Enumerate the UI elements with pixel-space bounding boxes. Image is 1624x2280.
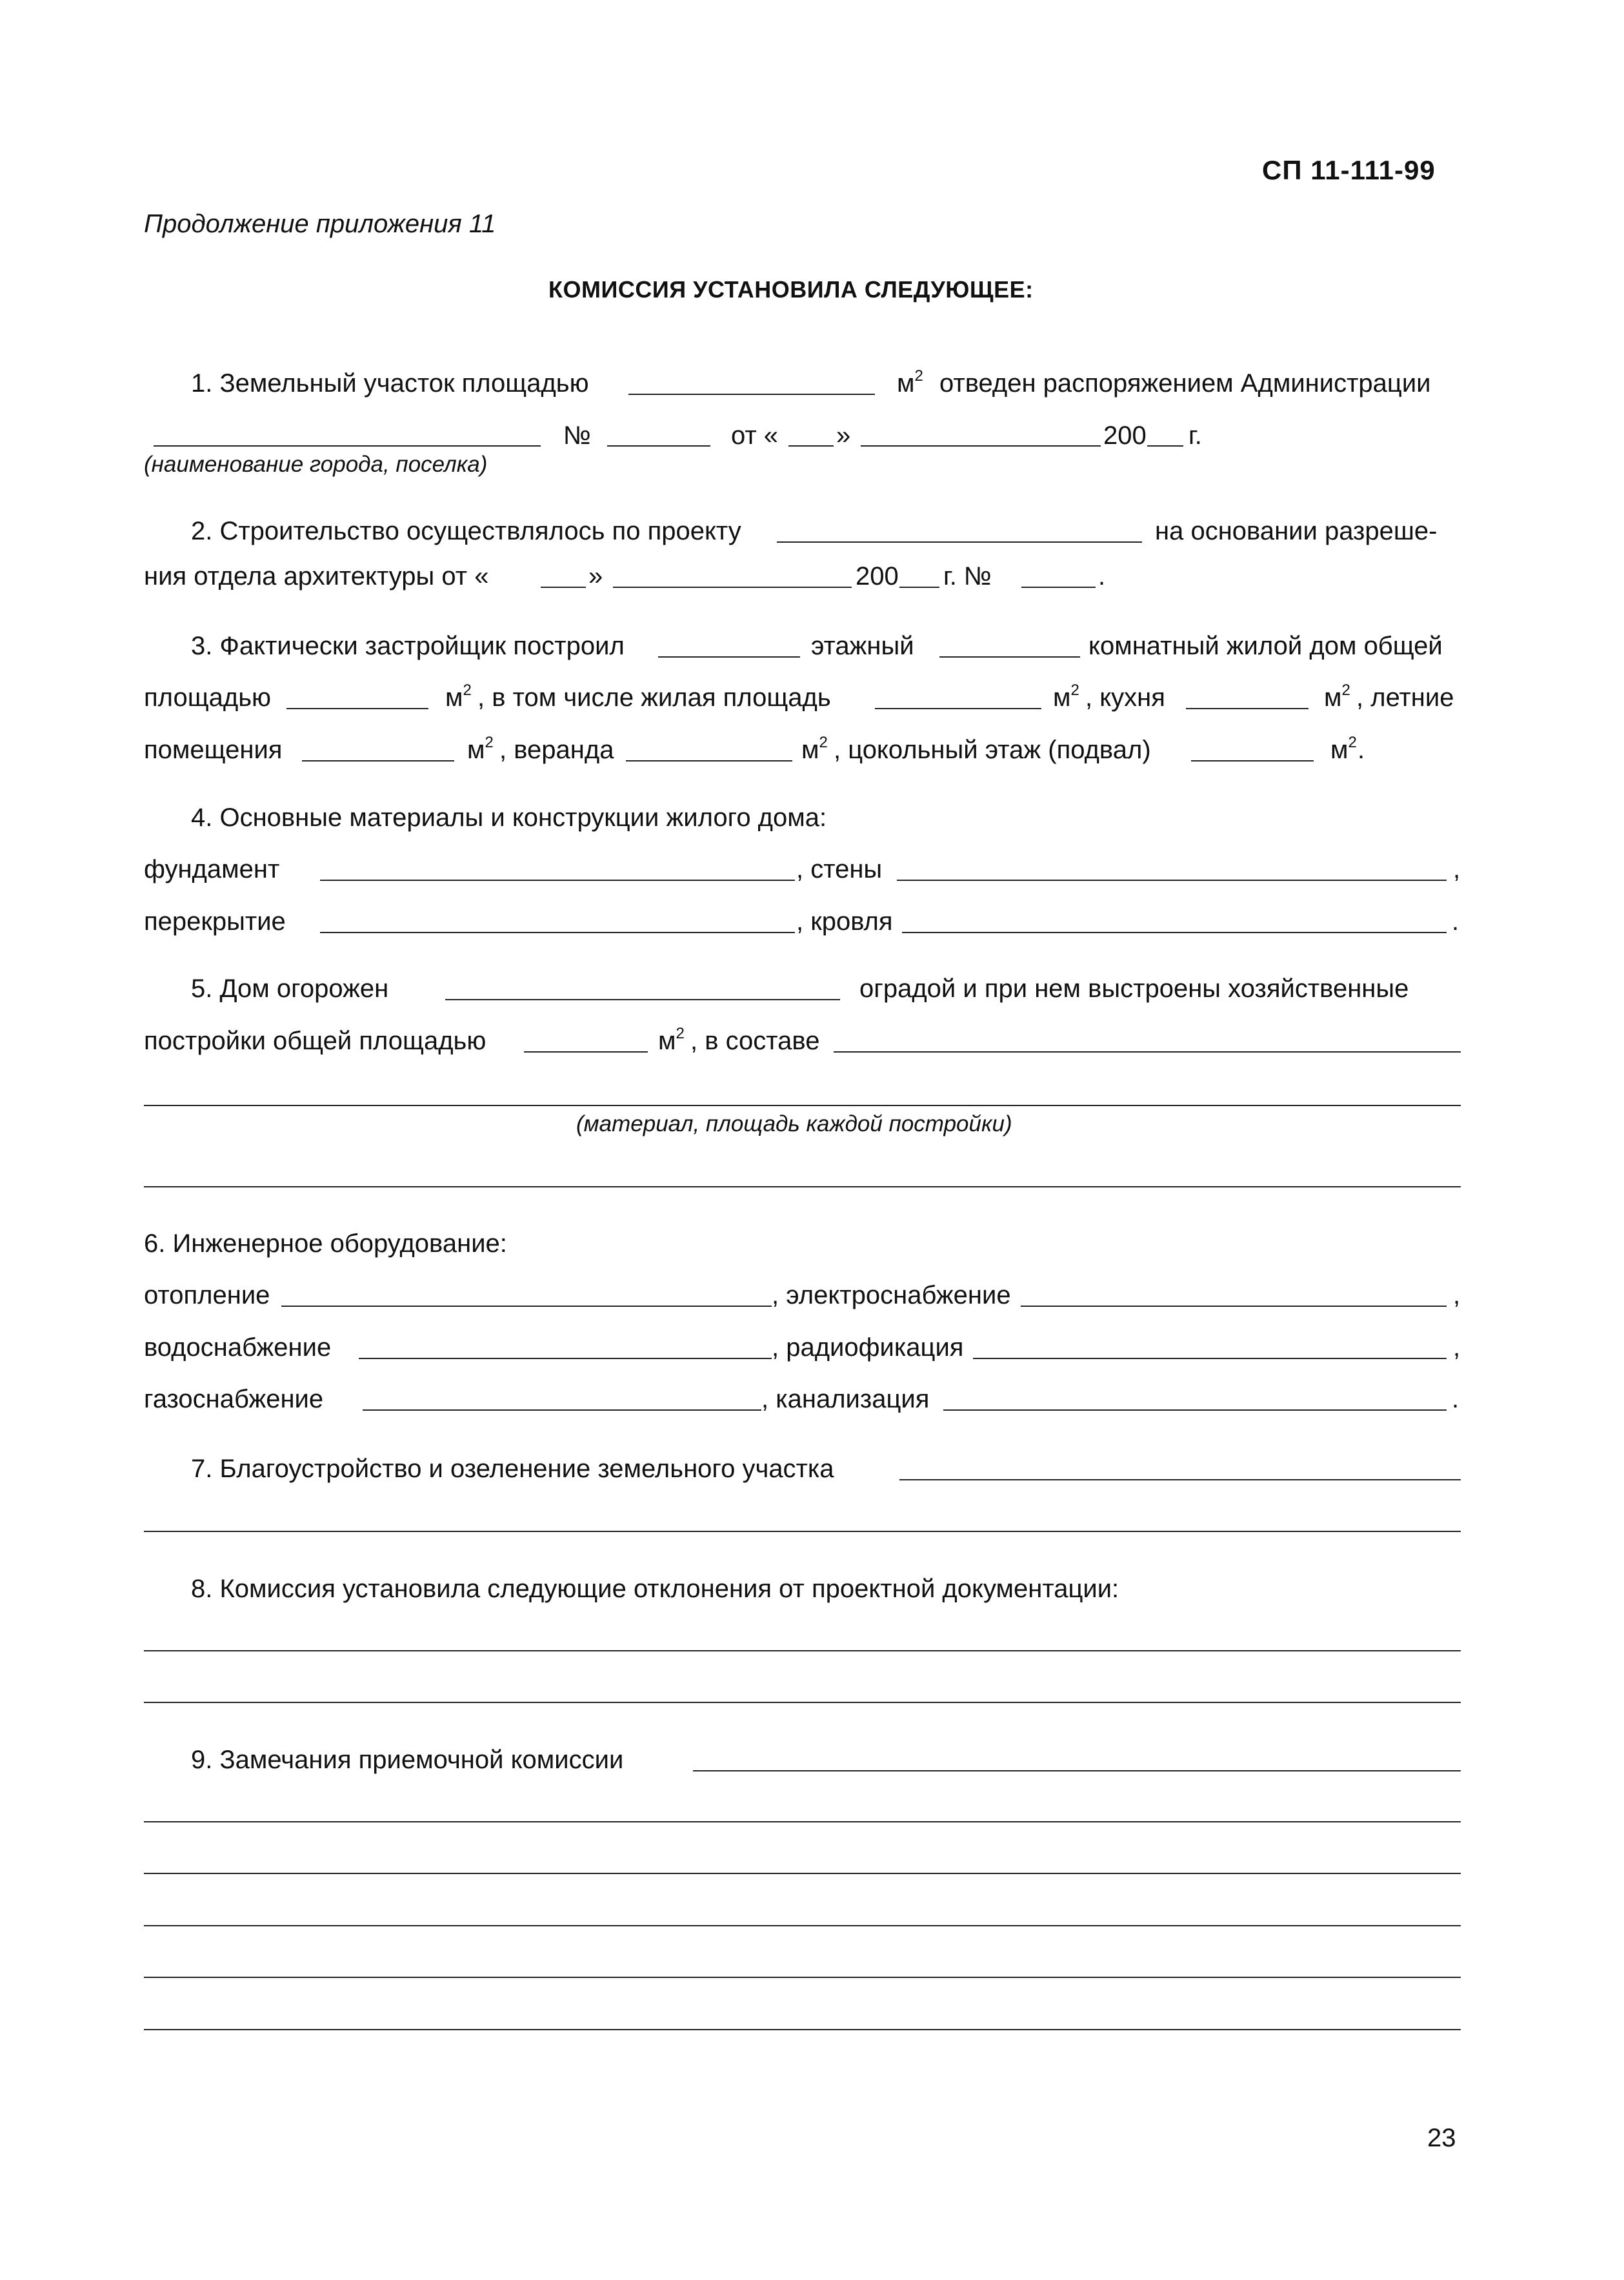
item9-field[interactable] [693,1770,1461,1771]
appendix-continuation: Продолжение приложения 11 [144,210,496,238]
item2-year-field[interactable] [899,587,939,588]
item3-text-b: этажный [811,632,914,660]
item2-text-b: на основании разреше- [1155,517,1438,545]
item6-heating-label: отопление [144,1281,270,1309]
item1-year-field[interactable] [1147,445,1183,447]
item6-dot: . [1452,1385,1459,1413]
item6-sewer-label: , канализация [761,1385,930,1413]
item6-comma-2: , [1453,1333,1461,1362]
item3-text-c: комнатный жилой дом общей [1088,632,1443,660]
item3-unit-1: $м^2$ [445,681,472,712]
item3-veranda-field[interactable] [626,760,792,762]
document-code: СП 11-111-99 [1262,155,1436,185]
item1-from-label: от « [731,421,779,450]
item6-gas-field[interactable] [363,1409,761,1411]
item3-kitchen-label: , кухня [1085,683,1165,712]
item1-text-a: 1. Земельный участок площадью [191,369,589,398]
item6-heating-field[interactable] [281,1306,772,1307]
item3-unit-2: $м^2$ [1053,681,1079,712]
item3-text-a: 3. Фактически застройщик построил [191,632,625,660]
item4-ceiling-label: перекрытие [144,907,286,936]
item6-power-label: , электроснабжение [772,1281,1011,1309]
item3-basement-field[interactable] [1191,760,1314,762]
item7-text: 7. Благоустройство и озеленение земельного участка [191,1455,834,1483]
item2-line2: ния отдела архитектуры от « [144,562,489,590]
item3-total-area-label: площадью [144,683,272,712]
page-number: 23 [1427,2124,1456,2152]
item1-unit: $м^2$ [897,367,923,398]
item6-text: 6. Инженерное оборудование: [144,1229,507,1258]
item1-day-field[interactable] [788,445,834,447]
item6-gas-label: газоснабжение [144,1385,324,1413]
item2-year-prefix: 200 [856,562,899,590]
item5-fence-field[interactable] [445,999,840,1000]
item4-foundation-label: фундамент [144,855,280,883]
item2-quote-close: » [588,562,603,590]
item8-line-1[interactable] [144,1650,1461,1651]
item7-field[interactable] [899,1479,1461,1480]
item6-power-field[interactable] [1021,1306,1447,1307]
item3-basement-label: , цокольный этаж (подвал) [834,736,1151,764]
item3-rooms-label: помещения [144,736,283,764]
item5-unit: $м^2$ [658,1025,685,1055]
item2-month-field[interactable] [613,587,852,588]
item1-year-prefix: 200 [1103,421,1147,450]
item8-line-2[interactable] [144,1702,1461,1703]
item3-kitchen-field[interactable] [1186,708,1308,709]
item3-unit-6: $м^2$ [1330,734,1357,764]
item3-summer-area-field[interactable] [302,760,454,762]
item2-text-a: 2. Строительство осуществлялось по проекту [191,517,741,545]
item9-line-3[interactable] [144,1873,1461,1874]
item1-month-field[interactable] [861,445,1101,447]
item3-unit-3: $м^2$ [1324,681,1350,712]
item4-comma: , [1453,855,1461,883]
item5-text-b: оградой и при нем выстроены хозяйственные [859,974,1409,1003]
item5-composition-field[interactable] [834,1051,1461,1053]
item2-day-field[interactable] [541,587,586,588]
item3-living-area-label: , в том числе жилая площадь [477,683,831,712]
item1-caption: (наименование города, поселка) [144,452,488,477]
item2-project-field[interactable] [777,541,1142,543]
item6-sewer-field[interactable] [943,1409,1447,1411]
item5-text-a: 5. Дом огорожен [191,974,389,1003]
item9-line-5[interactable] [144,1977,1461,1978]
item1-area-field[interactable] [628,394,875,395]
item1-text-b: отведен распоряжением Администрации [939,369,1431,398]
item5-area-field[interactable] [524,1051,648,1053]
item4-dot: . [1452,907,1459,936]
item8-text: 8. Комиссия установила следующие отклонения от проектной документации: [191,1575,1119,1603]
item5-area-label: постройки общей площадью [144,1027,486,1055]
item6-comma-1: , [1453,1281,1461,1309]
item3-unit-5: $м^2$ [801,734,828,764]
item7-line-2[interactable] [144,1531,1461,1532]
item9-text: 9. Замечания приемочной комиссии [191,1746,624,1774]
item1-city-field[interactable] [154,445,541,447]
item3-dot: . [1358,736,1365,764]
item6-water-field[interactable] [359,1358,772,1359]
item6-water-label: водоснабжение [144,1333,332,1362]
item1-number-sign: № [563,421,591,450]
item1-quote-close: » [836,421,851,450]
item6-radio-field[interactable] [973,1358,1447,1359]
item2-year-number: г. № [943,562,992,590]
item2-permit-number-field[interactable] [1021,587,1096,588]
item4-roof-field[interactable] [902,932,1447,933]
item9-line-4[interactable] [144,1925,1461,1926]
item3-summer-label: , летние [1356,683,1454,712]
item5-caption: (материал, площадь каждой постройки) [576,1111,1012,1136]
item9-line-6[interactable] [144,2029,1461,2030]
item1-year-suffix: г. [1188,421,1202,450]
section-title: КОМИССИЯ УСТАНОВИЛА СЛЕДУЮЩЕЕ: [548,276,1034,303]
item5-composition-label: , в составе [690,1027,820,1055]
item3-rooms-field[interactable] [939,656,1080,658]
item1-order-number-field[interactable] [607,445,710,447]
item5-composition-line-2[interactable] [144,1105,1461,1106]
item3-floors-field[interactable] [658,656,800,658]
item5-composition-line-3[interactable] [144,1186,1461,1187]
item4-walls-label: , стены [796,855,883,883]
item4-ceiling-field[interactable] [320,932,795,933]
item9-line-2[interactable] [144,1821,1461,1822]
item4-walls-field[interactable] [897,880,1447,881]
item4-foundation-field[interactable] [320,880,795,881]
item3-living-area-field[interactable] [875,708,1041,709]
item2-dot: . [1098,562,1106,590]
item4-roof-label: , кровля [796,907,893,936]
item4-text: 4. Основные материалы и конструкции жилого дома: [191,803,827,832]
item3-total-area-field[interactable] [286,708,428,709]
item3-unit-4: $м^2$ [467,734,494,764]
item3-veranda-label: , веранда [499,736,614,764]
item6-radio-label: , радиофикация [772,1333,964,1362]
